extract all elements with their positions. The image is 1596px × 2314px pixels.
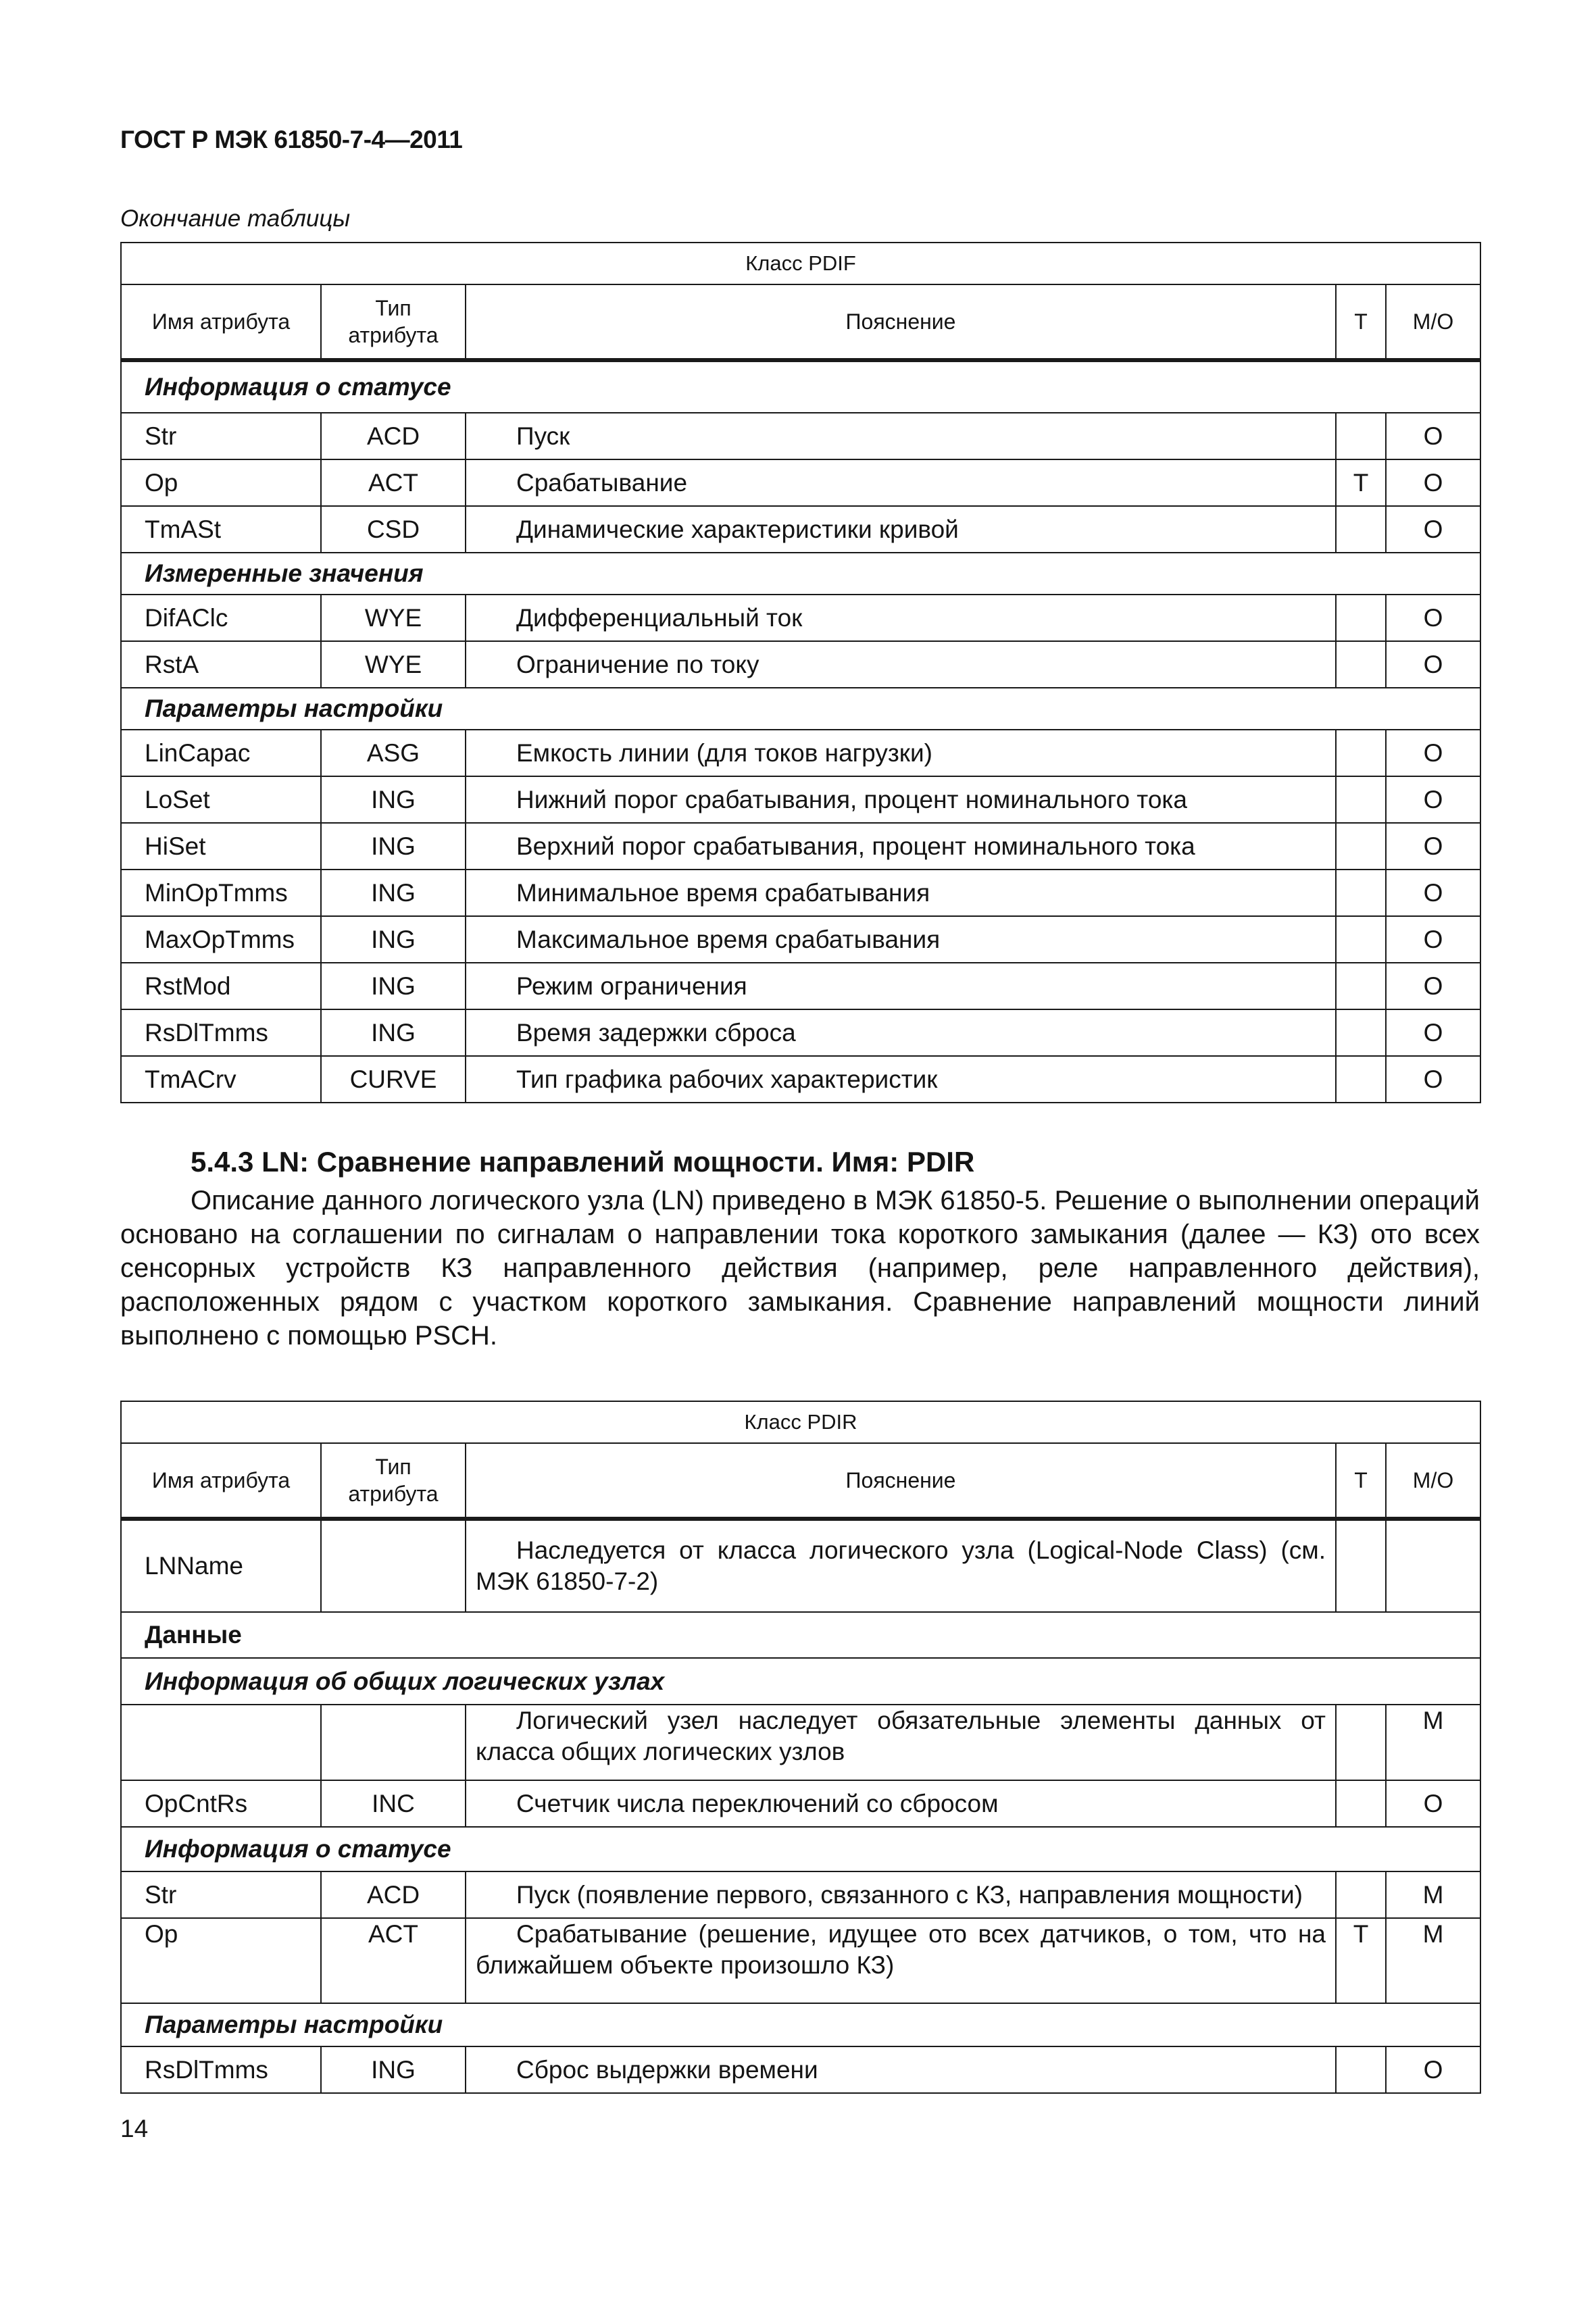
column-header-type: Тип атрибута [321,284,466,360]
attribute-t [1336,1780,1386,1827]
table-row [121,916,1480,963]
attribute-mo [1386,1519,1480,1612]
section-row [121,688,1480,730]
table-caption: Класс PDIF [121,243,1480,284]
attribute-mo: O [1386,730,1480,776]
attribute-name: Op [121,1918,321,2003]
attribute-description: Тип графика рабочих характеристик [466,1056,1336,1103]
attribute-mo: O [1386,506,1480,553]
section-row [121,2003,1480,2046]
attribute-t: T [1336,1918,1386,2003]
attribute-mo: O [1386,823,1480,870]
attribute-t [1336,1871,1386,1918]
attribute-description: Дифференциальный ток [466,595,1336,641]
attribute-description: Пуск (появление первого, связанного с КЗ, направления мощности) [466,1871,1336,1918]
attribute-mo: O [1386,963,1480,1009]
column-header-mo: M/O [1386,284,1480,360]
attribute-mo: O [1386,413,1480,459]
attribute-mo: M [1386,1918,1480,2003]
attribute-name: RsDlTmms [121,2046,321,2093]
table-caption: Класс PDIR [121,1401,1480,1443]
table-row [121,641,1480,688]
attribute-type: INC [321,1780,466,1827]
pdif-attribute-table [120,242,1481,1103]
attribute-t [1336,916,1386,963]
page-number: 14 [120,2115,149,2142]
attribute-name: Str [121,413,321,459]
column-header-t: T [1336,1443,1386,1519]
attribute-type: ING [321,823,466,870]
attribute-t [1336,730,1386,776]
attribute-mo: M [1386,1705,1480,1780]
section-title: Информация о статусе [121,360,1480,413]
attribute-name: LinCapac [121,730,321,776]
attribute-type: CURVE [321,1056,466,1103]
attribute-t [1336,1009,1386,1056]
attribute-t [1336,595,1386,641]
attribute-name: LoSet [121,776,321,823]
attribute-description: Динамические характеристики кривой [466,506,1336,553]
document-header: ГОСТ Р МЭК 61850-7-4—2011 [120,126,463,153]
attribute-type [321,1519,466,1612]
attribute-mo: O [1386,870,1480,916]
table-row [121,870,1480,916]
section-title: Информация о статусе [121,1827,1480,1871]
attribute-t [1336,1056,1386,1103]
table-row [121,1780,1480,1827]
section-title: Измеренные значения [121,553,1480,595]
attribute-type: ING [321,2046,466,2093]
section-row [121,1827,1480,1871]
section-body [120,1184,1480,1353]
attribute-description: Пуск [466,413,1336,459]
attribute-t [1336,963,1386,1009]
table-row [121,595,1480,641]
attribute-type: ACD [321,413,466,459]
attribute-type: ASG [321,730,466,776]
section-row [121,1658,1480,1705]
table-row [121,1009,1480,1056]
attribute-type: ACT [321,459,466,506]
attribute-description: Верхний порог срабатывания, процент номинального тока [466,823,1336,870]
attribute-description: Наследуется от класса логического узла (Logical-Node Class) (см. МЭК 61850-7-2) [466,1519,1336,1612]
attribute-name [121,1705,321,1780]
table-row [121,1519,1480,1612]
attribute-t [1336,1519,1386,1612]
attribute-t [1336,1705,1386,1780]
attribute-name: HiSet [121,823,321,870]
attribute-t [1336,823,1386,870]
table-row [121,2046,1480,2093]
attribute-type: ING [321,916,466,963]
column-header-t: T [1336,284,1386,360]
section-heading: 5.4.3 LN: Сравнение направлений мощности. Имя: PDIR [191,1146,975,1178]
attribute-description: Емкость линии (для токов нагрузки) [466,730,1336,776]
attribute-mo: O [1386,459,1480,506]
attribute-t [1336,413,1386,459]
column-header-description: Пояснение [466,1443,1336,1519]
table-row [121,1705,1480,1780]
attribute-description: Минимальное время срабатывания [466,870,1336,916]
attribute-description: Срабатывание (решение, идущее ото всех датчиков, о том, что на ближайшем объекте произошло КЗ) [466,1918,1336,2003]
attribute-t [1336,2046,1386,2093]
attribute-name: RsDlTmms [121,1009,321,1056]
attribute-mo: O [1386,916,1480,963]
attribute-mo: O [1386,595,1480,641]
attribute-description: Счетчик числа переключений со сбросом [466,1780,1336,1827]
attribute-description: Логический узел наследует обязательные элементы данных от класса общих логических узлов [466,1705,1336,1780]
attribute-name: LNName [121,1519,321,1612]
section-paragraph: Описание данного логического узла (LN) приведено в МЭК 61850-5. Решение о выполнении операций основано на соглашении по сигналам о направлении тока короткого замыкания (далее — КЗ) ото всех сенсорных устройств КЗ направленного действия (например, реле направленного действия), расположенных рядом с участком короткого замыкания. Сравнение направлений мощности линий выполнено с помощью PSCH. [120,1186,1480,1351]
attribute-name: Str [121,1871,321,1918]
table-row [121,823,1480,870]
attribute-t: T [1336,459,1386,506]
section-row [121,553,1480,595]
table-row [121,1918,1480,2003]
attribute-t [1336,641,1386,688]
attribute-mo: O [1386,641,1480,688]
column-header-type: Тип атрибута [321,1443,466,1519]
pdir-attribute-table [120,1401,1481,2094]
attribute-mo: O [1386,1009,1480,1056]
attribute-description: Время задержки сброса [466,1009,1336,1056]
table-row [121,730,1480,776]
attribute-t [1336,776,1386,823]
attribute-t [1336,870,1386,916]
attribute-name: MinOpTmms [121,870,321,916]
attribute-type: WYE [321,641,466,688]
attribute-mo: O [1386,1056,1480,1103]
attribute-name: MaxOpTmms [121,916,321,963]
attribute-name: OpCntRs [121,1780,321,1827]
attribute-description: Нижний порог срабатывания, процент номинального тока [466,776,1336,823]
attribute-type: ING [321,1009,466,1056]
attribute-mo: O [1386,1780,1480,1827]
column-header-name: Имя атрибута [121,284,321,360]
attribute-type: ACT [321,1918,466,2003]
attribute-name: DifAClc [121,595,321,641]
attribute-description: Ограничение по току [466,641,1336,688]
column-header-name: Имя атрибута [121,1443,321,1519]
table-row [121,1871,1480,1918]
table-row [121,413,1480,459]
attribute-mo: O [1386,776,1480,823]
attribute-t [1336,506,1386,553]
section-title: Информация об общих логических узлах [121,1658,1480,1705]
attribute-type: ING [321,776,466,823]
attribute-type: ING [321,870,466,916]
table-continuation-label: Окончание таблицы [120,205,351,232]
attribute-description: Режим ограничения [466,963,1336,1009]
attribute-name: RstA [121,641,321,688]
column-header-mo: M/O [1386,1443,1480,1519]
attribute-type: ACD [321,1871,466,1918]
table-row [121,506,1480,553]
attribute-description: Сброс выдержки времени [466,2046,1336,2093]
attribute-type [321,1705,466,1780]
table-row [121,776,1480,823]
section-title: Данные [121,1612,1480,1658]
attribute-type: WYE [321,595,466,641]
attribute-name: TmASt [121,506,321,553]
table-row [121,963,1480,1009]
attribute-name: Op [121,459,321,506]
attribute-type: ING [321,963,466,1009]
attribute-name: RstMod [121,963,321,1009]
attribute-type: CSD [321,506,466,553]
section-row [121,1612,1480,1658]
section-title: Параметры настройки [121,2003,1480,2046]
attribute-name: TmACrv [121,1056,321,1103]
table-row [121,459,1480,506]
column-header-description: Пояснение [466,284,1336,360]
attribute-description: Срабатывание [466,459,1336,506]
attribute-description: Максимальное время срабатывания [466,916,1336,963]
table-row [121,1056,1480,1103]
section-row [121,360,1480,413]
section-title: Параметры настройки [121,688,1480,730]
attribute-mo: M [1386,1871,1480,1918]
attribute-mo: O [1386,2046,1480,2093]
